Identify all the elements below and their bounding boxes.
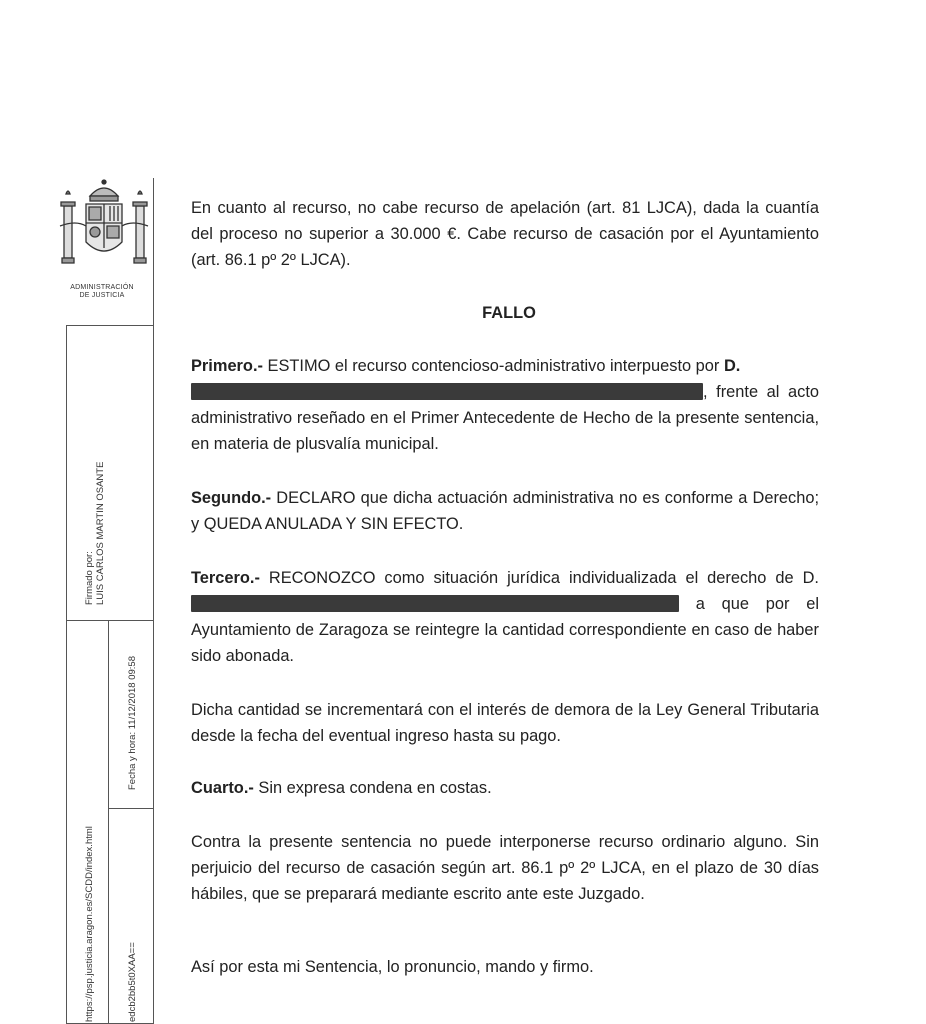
paragraph-tercero (191, 565, 819, 669)
segundo-label: Segundo.- (191, 489, 272, 507)
paragraph-contra: Contra la presente sentencia no puede interponerse recurso ordinario alguno. Sin perjuicio del recurso de casación según art. 86.1 pº 2º LJCA, en el plazo de 30 días hábiles, que se preparará mediante escrito ante este Juzgado. (191, 833, 819, 903)
cuarto-text: Sin expresa condena en costas. (253, 779, 492, 797)
paragraph-recurso: En cuanto al recurso, no cabe recurso de apelación (art. 81 LJCA), dada la cuantía del proceso no superior a 30.000 €. Cabe recurso de casación por el Ayuntamiento (art. 86.1 pº 2º LJCA). (191, 199, 819, 269)
signed-by-name: LUIS CARLOS MARTIN OSANTE (95, 461, 106, 605)
signature-box-divider (108, 620, 109, 1024)
primero-d: D. (723, 357, 741, 375)
csv-code: edcb2bb5t0XAA== (127, 942, 138, 1022)
redacted-name (191, 383, 703, 400)
signature-box (66, 325, 154, 1024)
tercero-text-a: RECONOZCO como situación jurídica individualizada el derecho de D. (259, 569, 819, 587)
primero-text-a: ESTIMO el recurso contencioso-administrativo interpuesto por (262, 357, 724, 375)
paragraph-cuarto (191, 775, 819, 801)
admin-label: ADMINISTRACIÓN DE JUSTICIA (70, 284, 134, 299)
cuarto-label: Cuarto.- (191, 779, 254, 797)
signature-box-rule (66, 620, 153, 621)
segundo-text: DECLARO que dicha actuación administrativa no es conforme a Derecho; y QUEDA ANULADA Y SIN EFECTO. (191, 489, 819, 533)
paragraph-primero (191, 353, 819, 457)
heading-fallo: FALLO (482, 304, 536, 322)
paragraph-segundo (191, 485, 819, 537)
signature-datetime: Fecha y hora: 11/12/2018 09:58 (127, 656, 138, 790)
signed-by-block (84, 462, 106, 605)
verification-url[interactable]: https://psp.justicia.aragon.es/SCDD/index.html (84, 826, 95, 1022)
paragraph-interes: Dicha cantidad se incrementará con el interés de demora de la Ley General Tributaria desde la fecha del eventual ingreso hasta su pago. (191, 701, 819, 745)
signature-box-rule (108, 808, 153, 809)
primero-label: Primero.- (191, 357, 263, 375)
signed-by-label: Firmado por: (84, 551, 95, 605)
redacted-name (191, 595, 679, 612)
primero-text-b: , frente al acto administrativo reseñado en el Primer Antecedente de Hecho de la presente sentencia, en materia de plusvalía municipal. (191, 383, 819, 453)
coat-of-arms-icon (56, 176, 152, 276)
tercero-text-b: a que por el Ayuntamiento de Zaragoza se reintegre la cantidad correspondiente en caso de haber sido abonada. (191, 595, 819, 665)
tercero-label: Tercero.- (191, 569, 260, 587)
paragraph-final: Así por esta mi Sentencia, lo pronuncio, mando y firmo. (191, 958, 594, 976)
